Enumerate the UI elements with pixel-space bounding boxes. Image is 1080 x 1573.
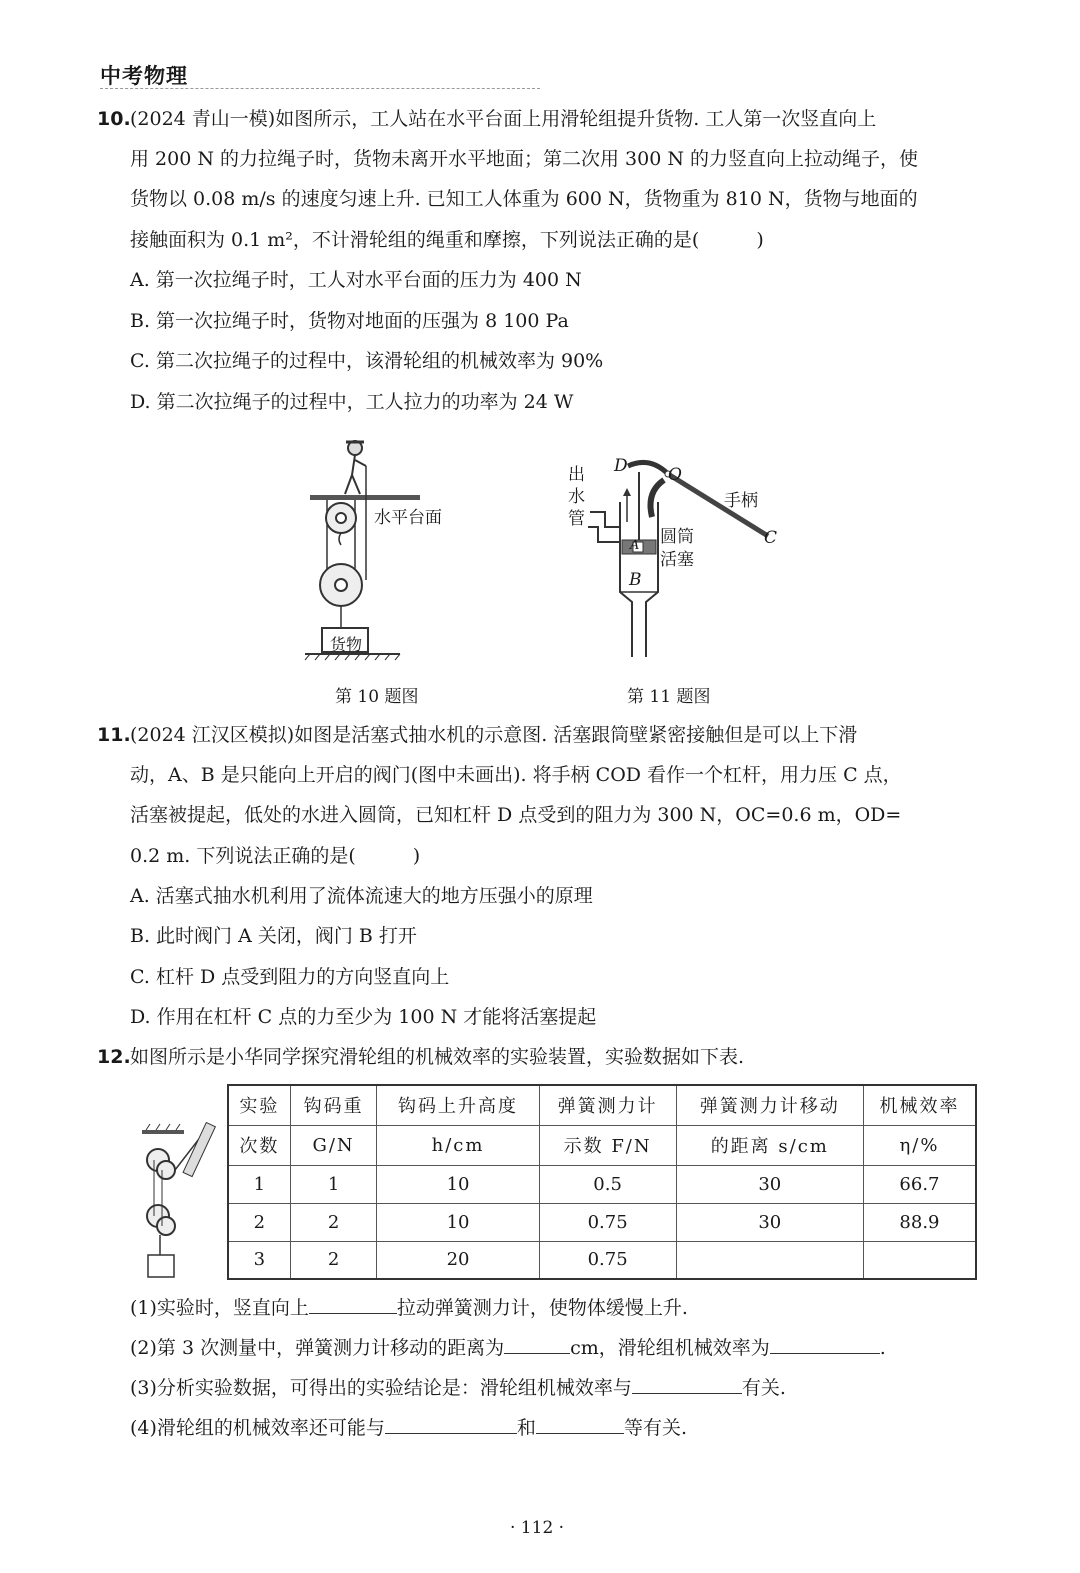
table-header-cell: η/% [863,1125,976,1165]
table-cell: 0.75 [539,1203,676,1241]
q11-figure-caption: 第 11 题图 [627,687,711,707]
hook-weight [148,1255,174,1277]
q12-sub-4: (4)滑轮组的机械效率还可能与 和 等有关. [130,1417,687,1439]
label-valve-a: A [630,538,640,553]
answer-blank[interactable] [385,1416,517,1434]
worker-icon [345,441,366,494]
q10-option-b: B. 第一次拉绳子时，货物对地面的压强为 8 100 Pa [130,310,569,332]
table-header-cell: G/N [290,1125,377,1165]
table-cell: 10 [377,1165,539,1203]
q10-line-4: 接触面积为 0.1 m²，不计滑轮组的绳重和摩擦，下列说法正确的是( ) [130,229,764,251]
table-cell: 3 [228,1241,290,1279]
q11-number: 11. [97,724,131,746]
label-point-o: O [668,465,682,485]
table-cell: 30 [676,1165,863,1203]
q10-option-d: D. 第二次拉绳子的过程中，工人拉力的功率为 24 W [130,391,574,413]
table-cell [676,1241,863,1279]
q10-option-a: A. 第一次拉绳子时，工人对水平台面的压力为 400 N [130,269,582,291]
q12-sub-3: (3)分析实验数据，可得出的实验结论是：滑轮组机械效率与 有关. [130,1377,786,1399]
label-piston: 活塞 [660,550,694,570]
table-row [228,1165,976,1203]
q10-option-c: C. 第二次拉绳子的过程中，该滑轮组的机械效率为 90% [130,350,604,372]
table-header-cell: 钩码重 [290,1085,377,1125]
page-number: · 112 · [510,1518,565,1538]
q12-sub-2: (2)第 3 次测量中，弹簧测力计移动的距离为 cm，滑轮组机械效率为 . [130,1337,886,1359]
table-cell: 2 [290,1241,377,1279]
q10-number: 10. [97,108,131,130]
q12-intro: 如图所示是小华同学探究滑轮组的机械效率的实验装置，实验数据如下表. [130,1046,745,1068]
q10-line-1: (2024 青山一模)如图所示，工人站在水平台面上用滑轮组提升货物. 工人第一次竖直向上 [130,108,877,130]
table-cell: 1 [290,1165,377,1203]
table-cell: 20 [377,1241,539,1279]
fixed-pulley-icon [326,503,356,533]
table-header-cell: 示数 F/N [539,1125,676,1165]
q12-sub-1: (1)实验时，竖直向上 拉动弹簧测力计，使物体缓慢上升. [130,1297,688,1319]
table-header-cell: h/cm [377,1125,539,1165]
q11-line-2: 动，A、B 是只能向上开启的阀门(图中未画出). 将手柄 COD 看作一个杠杆，用力压 C 点， [130,764,902,786]
label-outlet-1: 出 [568,465,585,485]
page-header-title: 中考物理 [100,64,188,88]
label-outlet-3: 管 [568,509,585,529]
table-row [228,1241,976,1279]
q10-pulley-figure [300,430,470,670]
label-cargo: 货物 [330,635,363,654]
q11-line-1: (2024 江汉区模拟)如图是活塞式抽水机的示意图. 活塞跟筒壁紧密接触但是可以上下滑 [130,724,858,746]
label-point-d: D [614,456,628,476]
table-cell: 30 [676,1203,863,1241]
table-header-cell: 次数 [228,1125,290,1165]
answer-blank[interactable] [504,1336,570,1354]
table-cell: 66.7 [863,1165,976,1203]
table-header-cell: 弹簧测力计 [539,1085,676,1125]
table-cell [863,1241,976,1279]
label-valve-b: B [629,570,642,590]
platform-board [310,495,420,500]
q11-option-c: C. 杠杆 D 点受到阻力的方向竖直向上 [130,966,450,988]
q11-option-d: D. 作用在杠杆 C 点的力至少为 100 N 才能将活塞提起 [130,1006,597,1028]
table-row [228,1203,976,1241]
table-header-row-2 [228,1125,976,1165]
table-cell: 2 [290,1203,377,1241]
q12-data-table [227,1084,977,1280]
q11-option-a: A. 活塞式抽水机利用了流体流速大的地方压强小的原理 [130,885,593,907]
q11-option-b: B. 此时阀门 A 关闭，阀门 B 打开 [130,925,417,947]
table-cell: 0.75 [539,1241,676,1279]
q11-line-3: 活塞被提起，低处的水进入圆筒，已知杠杆 D 点受到的阻力为 300 N，OC=0.6 m，OD= [130,804,902,826]
movable-pulley-icon [320,564,362,606]
header-divider [100,88,540,89]
label-outlet-2: 水 [568,487,585,507]
answer-blank[interactable] [632,1376,742,1394]
label-platform: 水平台面 [374,508,442,528]
table-cell: 0.5 [539,1165,676,1203]
table-header-cell: 的距离 s/cm [676,1125,863,1165]
table-header-cell: 钩码上升高度 [377,1085,539,1125]
q10-line-3: 货物以 0.08 m/s 的速度匀速上升. 已知工人体重为 600 N，货物重为 810 N，货物与地面的 [130,188,918,210]
q10-figure-caption: 第 10 题图 [335,687,419,707]
label-cylinder: 圆筒 [660,527,694,547]
table-cell: 1 [228,1165,290,1203]
label-point-c: C [764,528,778,548]
table-cell: 2 [228,1203,290,1241]
upper-pulley-icon [147,1149,175,1179]
q12-apparatus-figure [140,1120,220,1285]
label-handle: 手柄 [724,491,758,511]
table-header-cell: 实验 [228,1085,290,1125]
lower-pulley-icon [147,1205,175,1235]
table-header-row-1 [228,1085,976,1125]
table-header-cell: 弹簧测力计移动 [676,1085,863,1125]
q10-line-2: 用 200 N 的力拉绳子时，货物未离开水平地面；第二次用 300 N 的力竖直向上拉动绳子，使 [130,148,919,170]
q12-number: 12. [97,1046,131,1068]
spring-scale [183,1123,215,1177]
table-cell: 88.9 [863,1203,976,1241]
table-header-cell: 机械效率 [863,1085,976,1125]
table-cell: 10 [377,1203,539,1241]
answer-blank[interactable] [536,1416,624,1434]
q11-line-4: 0.2 m. 下列说法正确的是( ) [130,845,421,867]
answer-blank[interactable] [309,1296,397,1314]
answer-blank[interactable] [770,1336,880,1354]
